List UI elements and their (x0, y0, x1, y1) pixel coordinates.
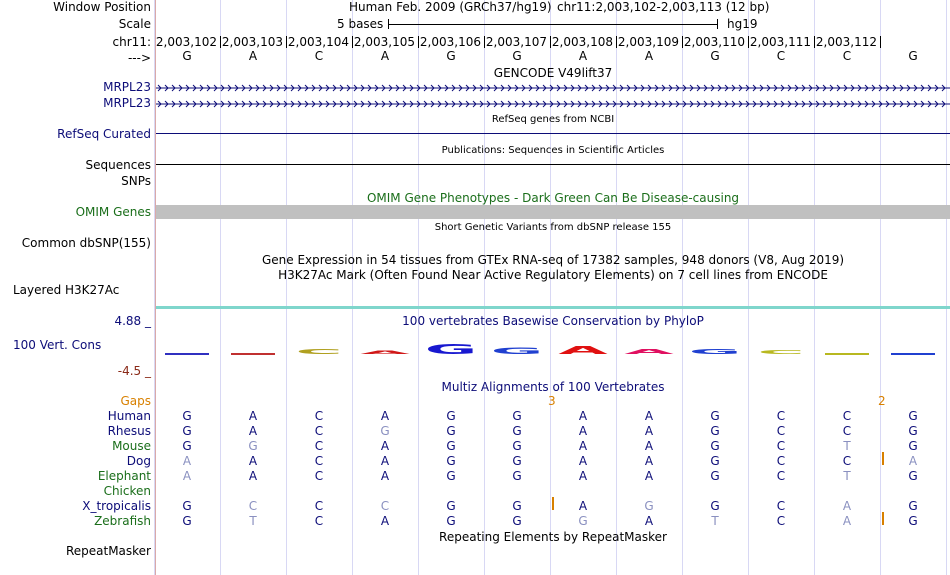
aligned-base: A (644, 439, 654, 453)
aligned-base: G (512, 514, 522, 528)
gap-count-1: 3 (548, 394, 556, 408)
strand-label: ---> (127, 51, 151, 65)
aligned-base: A (578, 424, 588, 438)
cons-letter: C (295, 347, 343, 356)
reference-base: A (578, 49, 588, 63)
aligned-base: A (644, 514, 654, 528)
aligned-base: G (710, 469, 720, 483)
ruler-tick (616, 36, 617, 48)
aligned-base: G (710, 409, 720, 423)
aligned-base: G (446, 499, 456, 513)
window-position-label: Window Position (53, 0, 151, 14)
aligned-base: G (710, 454, 720, 468)
scale-bar-text: 5 bases (337, 17, 384, 31)
aligned-base: A (842, 514, 852, 528)
ruler-tick (748, 36, 749, 48)
aligned-base: A (380, 469, 390, 483)
refseq-label[interactable]: RefSeq Curated (57, 127, 151, 141)
aligned-base: C (314, 424, 324, 438)
cons-letter: C (757, 349, 805, 356)
insertion-marker (882, 452, 884, 465)
aligned-base: G (710, 499, 720, 513)
gap-count-2: 2 (878, 394, 886, 408)
ruler-label: 2,003,105 (353, 35, 415, 49)
aligned-base: C (314, 499, 324, 513)
aligned-base: C (314, 469, 324, 483)
aligned-base: G (710, 424, 720, 438)
aligned-base: G (578, 514, 588, 528)
ruler-label: 2,003,104 (287, 35, 349, 49)
cons-mark (825, 353, 869, 355)
aligned-base: G (512, 409, 522, 423)
position-readout: chr11:2,003,102-2,003,113 (12 bp) (557, 0, 770, 14)
aligned-base: G (446, 469, 456, 483)
aligned-base: C (248, 499, 258, 513)
aligned-base: G (908, 409, 918, 423)
assembly-title: Human Feb. 2009 (GRCh37/hg19) (349, 0, 552, 14)
gridline (154, 0, 155, 575)
aligned-base: G (446, 439, 456, 453)
gaps-label: Gaps (120, 394, 151, 408)
aligned-base: A (644, 424, 654, 438)
cons-letter: A (558, 343, 608, 357)
aligned-base: T (249, 514, 257, 528)
reference-base: C (842, 49, 852, 63)
ruler-label: 2,003,110 (683, 35, 745, 49)
ruler-tick (814, 36, 815, 48)
omim-title: OMIM Gene Phenotypes - Dark Green Can Be Disease-causing (366, 191, 740, 205)
gtex-title: Gene Expression in 54 tissues from GTEx RNA-seq of 17382 samples, 948 donors (V8, Aug 2019) (261, 253, 845, 267)
aligned-base: C (776, 469, 786, 483)
ruler-tick (484, 36, 485, 48)
ruler-tick (682, 36, 683, 48)
aligned-base: G (512, 439, 522, 453)
species-label-x_tropicalis[interactable]: X_tropicalis (82, 499, 151, 513)
repeatmasker-label[interactable]: RepeatMasker (65, 544, 151, 558)
reference-base: A (248, 49, 258, 63)
aligned-base: A (182, 454, 192, 468)
h3k27ac-label[interactable]: Layered H3K27Ac (13, 283, 120, 297)
aligned-base: G (182, 439, 192, 453)
scale-bar-cap-right (717, 19, 718, 29)
h3k27ac-title: H3K27Ac Mark (Often Found Near Active Regulatory Elements) on 7 cell lines from ENCODE (278, 268, 828, 282)
aligned-base: A (578, 454, 588, 468)
omim-bar[interactable] (156, 205, 950, 219)
cons-ymax: 4.88 _ (114, 314, 151, 328)
aligned-base: T (711, 514, 719, 528)
aligned-base: G (908, 469, 918, 483)
aligned-base: G (512, 454, 522, 468)
cons-letter: G (424, 341, 478, 358)
ruler-label: 2,003,107 (485, 35, 547, 49)
ruler-label: 2,003,111 (749, 35, 811, 49)
gencode-title: GENCODE V49lift37 (493, 66, 613, 80)
aligned-base: G (446, 424, 456, 438)
aligned-base: G (380, 424, 390, 438)
reference-base: A (644, 49, 654, 63)
reference-base: G (710, 49, 720, 63)
ruler-label: 2,003,109 (617, 35, 679, 49)
dbsnp-label[interactable]: Common dbSNP(155) (21, 236, 151, 250)
ruler-label: 2,003,106 (419, 35, 481, 49)
aligned-base: G (710, 439, 720, 453)
insertion-marker (552, 497, 554, 510)
cons-mark (891, 353, 935, 355)
aligned-base: A (578, 409, 588, 423)
cons-letter: A (624, 347, 674, 356)
aligned-base: A (380, 439, 390, 453)
aligned-base: A (248, 469, 258, 483)
aligned-base: A (908, 454, 918, 468)
chrom-label: chr11: (112, 35, 151, 49)
aligned-base: G (512, 424, 522, 438)
species-label-elephant[interactable]: Elephant (97, 469, 151, 483)
aligned-base: C (776, 409, 786, 423)
ruler-tick (880, 36, 881, 48)
gencode-transcripts[interactable] (156, 82, 950, 112)
aligned-base: T (843, 439, 851, 453)
h3k27ac-signal[interactable] (156, 306, 950, 309)
aligned-base: C (380, 499, 390, 513)
reference-base: G (182, 49, 192, 63)
aligned-base: G (182, 514, 192, 528)
aligned-base: C (776, 514, 786, 528)
cons-label[interactable]: 100 Vert. Cons (13, 338, 102, 352)
aligned-base: G (182, 424, 192, 438)
aligned-base: C (314, 439, 324, 453)
aligned-base: G (512, 469, 522, 483)
aligned-base: G (512, 499, 522, 513)
aligned-base: C (842, 454, 852, 468)
scale-bar-line (388, 24, 718, 25)
insertion-marker (882, 512, 884, 525)
aligned-base: A (578, 499, 588, 513)
sequences-label[interactable]: Sequences (85, 158, 151, 172)
ruler-label: 2,003,108 (551, 35, 613, 49)
reference-base: C (314, 49, 324, 63)
aligned-base: A (578, 469, 588, 483)
aligned-base: A (182, 469, 192, 483)
aligned-base: C (314, 409, 324, 423)
cons-mark (165, 353, 209, 355)
reference-base: G (512, 49, 522, 63)
track-area[interactable] (156, 0, 950, 575)
ruler-label: 2,003,112 (815, 35, 877, 49)
aligned-base: C (314, 514, 324, 528)
aligned-base: C (776, 439, 786, 453)
snps-label[interactable]: SNPs (121, 174, 151, 188)
aligned-base: G (908, 424, 918, 438)
species-label-zebrafish[interactable]: Zebrafish (94, 514, 151, 528)
ruler-tick (220, 36, 221, 48)
aligned-base: A (248, 409, 258, 423)
aligned-base: G (248, 439, 258, 453)
aligned-base: G (446, 514, 456, 528)
cons-title: 100 vertebrates Basewise Conservation by PhyloP (402, 314, 704, 328)
cons-letter: G (490, 345, 544, 357)
aligned-base: C (842, 424, 852, 438)
sequences-title: Publications: Sequences in Scientific Articles (441, 145, 665, 156)
aligned-base: A (380, 409, 390, 423)
aligned-base: G (182, 409, 192, 423)
species-label-rhesus[interactable]: Rhesus (107, 424, 151, 438)
species-label-mouse[interactable]: Mouse (112, 439, 151, 453)
aligned-base: A (842, 499, 852, 513)
reference-base: C (776, 49, 786, 63)
ruler-tick (286, 36, 287, 48)
aligned-base: A (578, 439, 588, 453)
aligned-base: C (776, 499, 786, 513)
cons-mark (231, 353, 275, 355)
scale-label: Scale (118, 17, 151, 31)
aligned-base: G (446, 454, 456, 468)
scale-bar-cap-left (388, 19, 389, 29)
aligned-base: A (248, 424, 258, 438)
reference-base: G (446, 49, 456, 63)
ruler-tick (550, 36, 551, 48)
multiz-title: Multiz Alignments of 100 Vertebrates (441, 380, 665, 394)
species-label-dog[interactable]: Dog (126, 454, 151, 468)
aligned-base: A (644, 469, 654, 483)
species-label-human[interactable]: Human (107, 409, 151, 423)
species-label-chicken[interactable]: Chicken (103, 484, 151, 498)
aligned-base: A (644, 409, 654, 423)
ruler-tick (418, 36, 419, 48)
aligned-base: G (908, 514, 918, 528)
refseq-title: RefSeq genes from NCBI (491, 114, 615, 125)
aligned-base: G (446, 409, 456, 423)
cons-letter: G (688, 347, 742, 356)
reference-base: A (380, 49, 390, 63)
aligned-base: G (908, 499, 918, 513)
track-label-column (0, 0, 156, 575)
gene-label-mrpl23-2[interactable]: MRPL23 (103, 96, 151, 110)
aligned-base: T (843, 469, 851, 483)
aligned-base: C (776, 454, 786, 468)
repeatmasker-title: Repeating Elements by RepeatMasker (439, 530, 667, 544)
aligned-base: A (248, 454, 258, 468)
aligned-base: C (776, 424, 786, 438)
scale-db-label: hg19 (727, 17, 758, 31)
omim-label[interactable]: OMIM Genes (75, 205, 151, 219)
ruler-label: 2,003,102 (155, 35, 217, 49)
ruler-tick (352, 36, 353, 48)
cons-letter: A (360, 349, 410, 356)
dbsnp-title: Short Genetic Variants from dbSNP release 155 (434, 222, 672, 233)
cons-ymin: -4.5 _ (117, 364, 151, 378)
aligned-base: A (380, 454, 390, 468)
aligned-base: C (842, 409, 852, 423)
aligned-base: A (380, 514, 390, 528)
refseq-line[interactable] (156, 133, 950, 134)
aligned-base: C (314, 454, 324, 468)
cons-logo[interactable] (156, 330, 950, 364)
aligned-base: A (644, 454, 654, 468)
aligned-base: G (644, 499, 654, 513)
aligned-base: G (908, 439, 918, 453)
reference-base: G (908, 49, 918, 63)
aligned-base: G (182, 499, 192, 513)
gene-label-mrpl23-1[interactable]: MRPL23 (103, 80, 151, 94)
sequences-line[interactable] (156, 164, 950, 165)
ruler-label: 2,003,103 (221, 35, 283, 49)
